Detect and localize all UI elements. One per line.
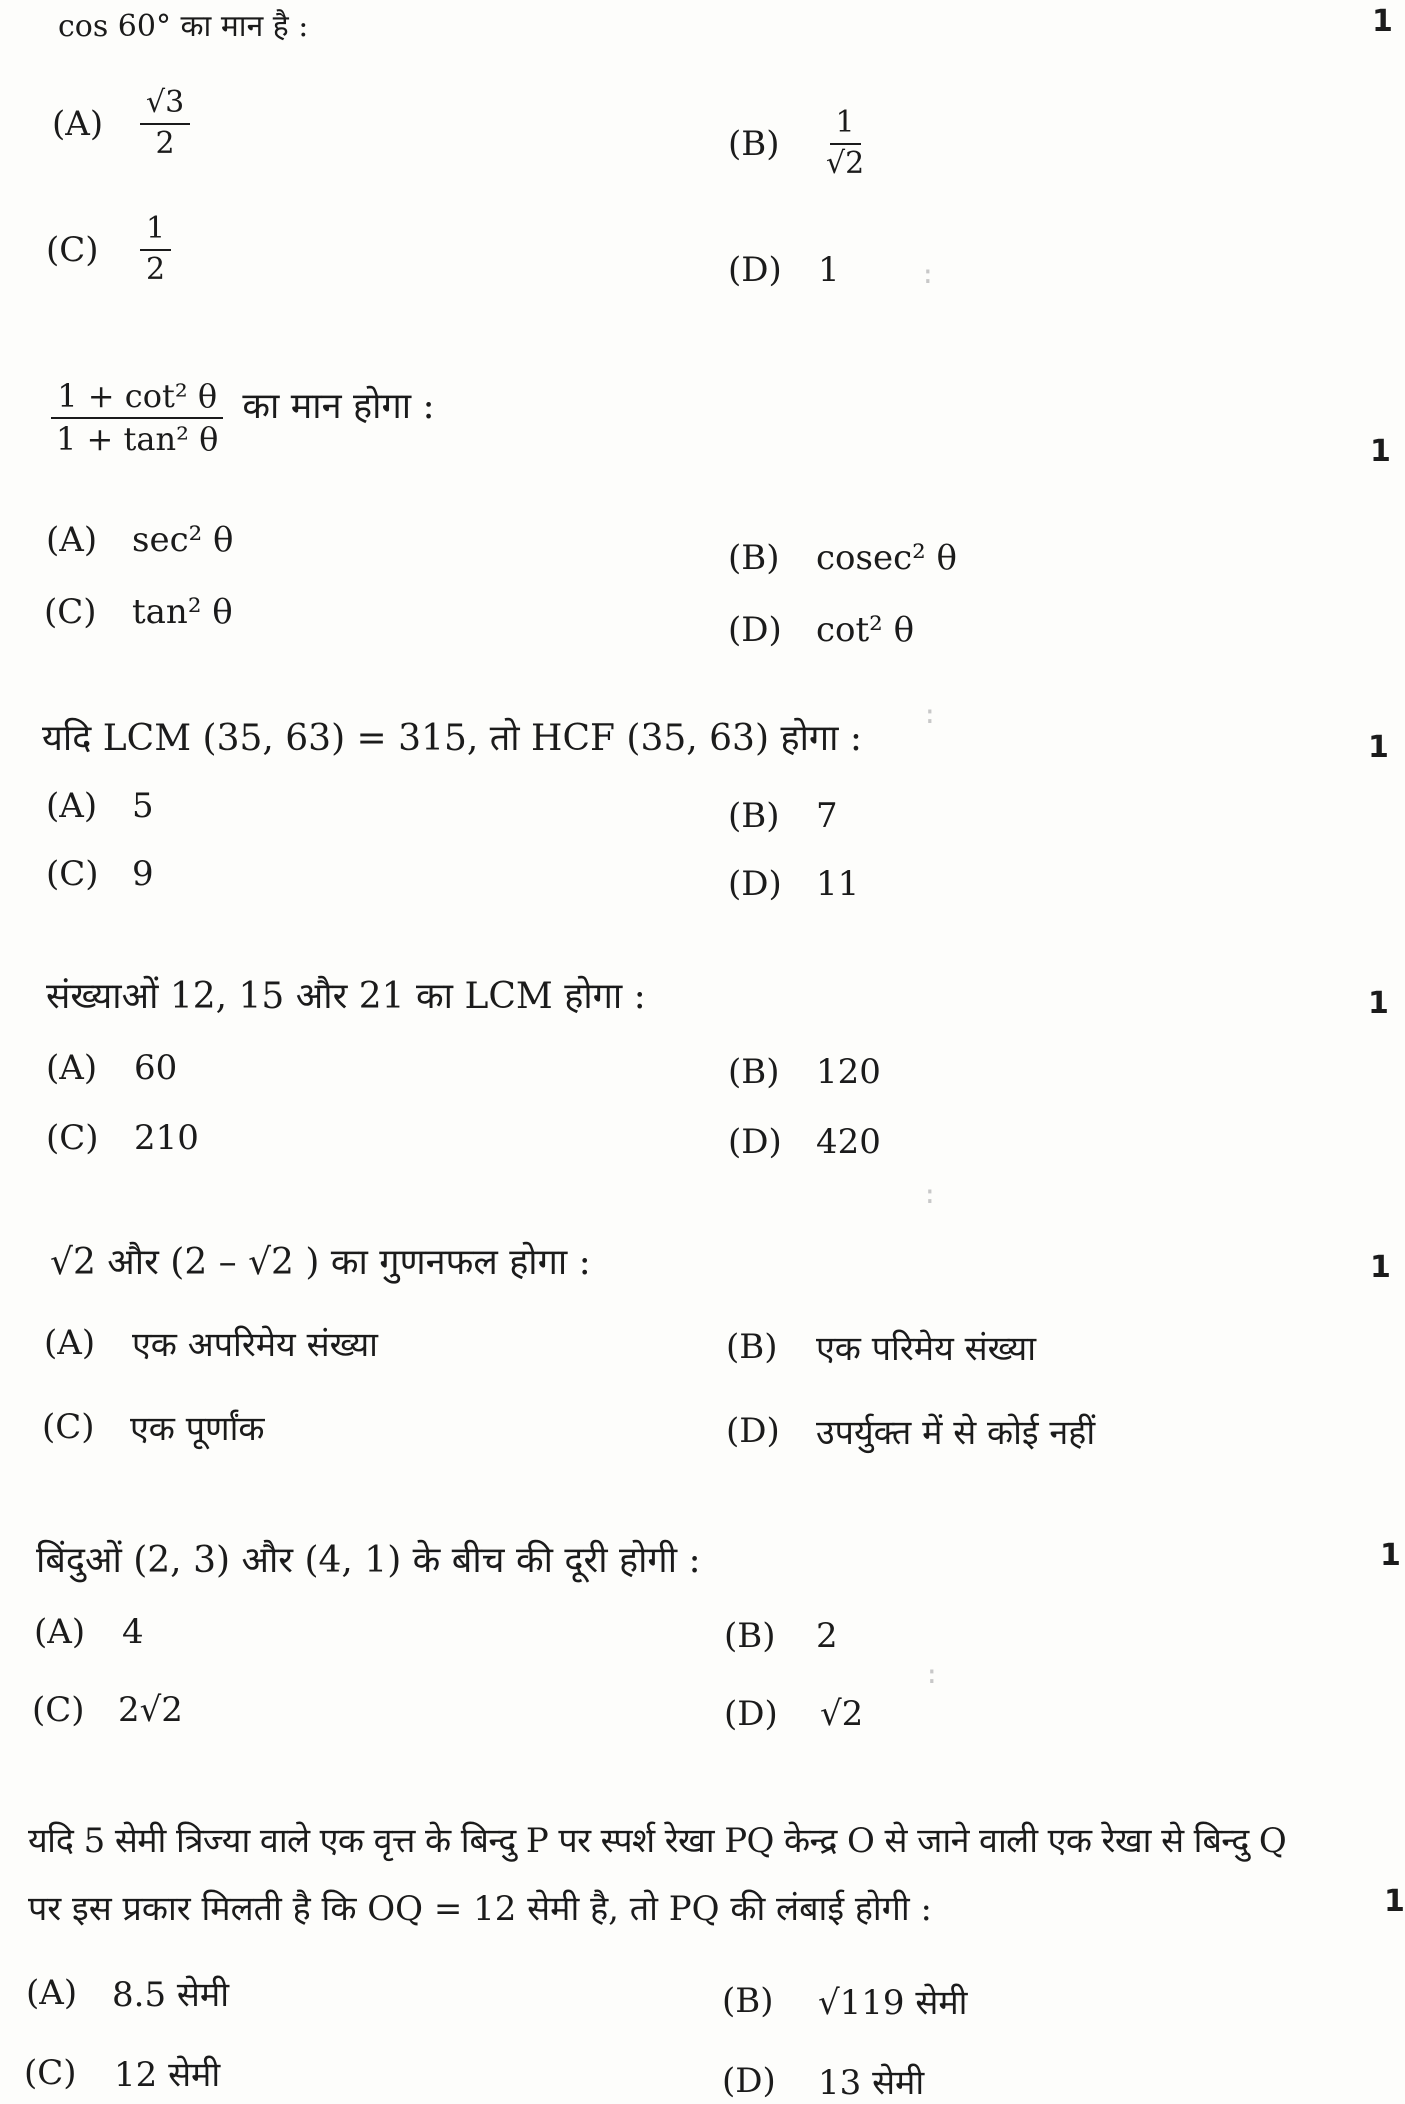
question-1-marks: 1 [1372,4,1393,39]
option-label: (C) [46,1118,99,1158]
option-label: (D) [722,2061,776,2101]
option-label: (D) [728,1122,782,1162]
question-3-option-c[interactable] [46,854,154,894]
option-label: (C) [44,592,97,632]
question-1-option-b[interactable] [728,106,870,181]
option-label: (D) [728,864,782,904]
option-value: 5 [132,786,154,826]
option-value: tan² θ [132,592,233,632]
question-5-option-d[interactable] [726,1408,1095,1454]
question-4-marks: 1 [1368,986,1389,1021]
option-value: 9 [132,854,154,894]
question-6-marks: 1 [1380,1538,1401,1573]
question-3-marks: 1 [1368,730,1389,765]
question-7-option-b[interactable] [722,1978,968,2024]
question-1-option-c[interactable] [46,212,171,287]
option-label: (C) [32,1690,85,1730]
question-2-text: का मान होगा : [242,386,435,428]
option-label: (B) [726,1327,778,1367]
option-label: (B) [728,123,780,164]
option-value: एक परिमेय संख्या [816,1329,1037,1369]
option-value: 4 [122,1612,144,1652]
option-label: (A) [46,520,98,560]
question-6-option-c[interactable] [32,1690,183,1730]
scan-watermark-mark: : [920,260,936,290]
option-value: 12 सेमी [114,2055,221,2095]
option-label: (D) [728,250,782,290]
question-2-marks: 1 [1370,434,1391,469]
fraction-numerator: 1 + cot² θ [51,378,223,419]
fraction-denominator: 2 [155,125,175,161]
fraction-denominator: 2 [146,251,166,287]
question-5-option-b[interactable] [726,1324,1036,1370]
scan-watermark-mark: : [922,700,938,730]
option-value: 210 [134,1118,199,1158]
option-value: 1 [818,250,840,290]
fraction-numerator: 1 [830,106,861,145]
option-value: 11 [816,864,860,904]
scan-watermark-mark: : [922,1180,938,1210]
option-label: (A) [44,1323,96,1363]
option-label: (B) [728,1052,780,1092]
question-2-option-d[interactable] [728,610,914,650]
question-7-option-c[interactable] [24,2050,220,2096]
option-value: 60 [134,1048,178,1088]
option-label: (A) [26,1973,78,2013]
question-4-option-b[interactable] [728,1052,881,1092]
question-2-stem [50,378,435,458]
option-label: (D) [724,1694,778,1734]
question-5-marks: 1 [1370,1250,1391,1285]
option-label: (C) [24,2053,77,2093]
question-3-option-b[interactable] [728,796,838,836]
question-6-option-b[interactable] [724,1616,838,1656]
option-value: उपर्युक्त में से कोई नहीं [816,1413,1096,1453]
option-value: √119 सेमी [818,1983,968,2023]
option-label: (B) [728,796,780,836]
question-1-option-a[interactable] [52,86,190,161]
option-label: (A) [34,1612,86,1652]
option-label: (A) [52,103,104,144]
option-value: cosec² θ [816,538,958,578]
question-5-option-c[interactable] [42,1404,265,1450]
question-4-option-c[interactable] [46,1118,199,1158]
fraction [140,86,190,161]
question-1-option-d[interactable] [728,250,840,290]
option-label: (C) [42,1407,95,1447]
question-6-stem: बिंदुओं (2, 3) और (4, 1) के बीच की दूरी होगी : [36,1540,701,1581]
question-1-text: का मान है : [180,9,309,44]
option-value: 120 [816,1052,881,1092]
option-value: sec² θ [132,520,234,560]
question-7-stem-line-1: यदि 5 सेमी त्रिज्या वाले एक वृत्त के बिन्दु P पर स्पर्श रेखा PQ केन्द्र O से जाने वाली एक रेखा से बिन्दु Q [28,1821,1287,1861]
option-label: (C) [46,229,99,270]
option-value: 2√2 [118,1690,183,1730]
option-value: 7 [816,796,838,836]
option-value: 8.5 सेमी [112,1975,230,2015]
fraction [140,212,171,287]
option-label: (A) [46,1048,98,1088]
question-2-option-c[interactable] [44,592,233,632]
option-value: एक अपरिमेय संख्या [132,1325,378,1365]
question-2-option-b[interactable] [728,538,957,578]
question-3-option-a[interactable] [46,786,154,826]
question-7-option-d[interactable] [722,2058,924,2104]
question-7-option-a[interactable] [26,1970,229,2016]
option-value: 13 सेमी [818,2063,925,2103]
fraction-denominator: 1 + tan² θ [56,419,219,458]
option-label: (D) [726,1411,780,1451]
scan-watermark-mark: : [924,1660,940,1690]
question-7-marks: 1 [1384,1884,1405,1919]
question-7-stem-line-2: पर इस प्रकार मिलती है कि OQ = 12 सेमी है, तो PQ की लंबाई होगी : [28,1889,932,1929]
stem-fraction [50,378,224,458]
fraction-numerator: 1 [140,212,171,251]
option-label: (B) [722,1981,774,2021]
fraction [820,106,870,181]
option-label: (B) [728,538,780,578]
option-label: (A) [46,786,98,826]
question-4-stem: संख्याओं 12, 15 और 21 का LCM होगा : [46,976,646,1017]
fraction-denominator: √2 [826,145,865,181]
option-label: (B) [724,1616,776,1656]
question-1-stem [58,4,308,45]
question-5-stem: √2 और (2 – √2 ) का गुणनफल होगा : [50,1242,591,1283]
question-3-stem: यदि LCM (35, 63) = 315, तो HCF (35, 63) होगा : [42,718,863,759]
question-1-expression: cos 60° [58,9,171,44]
option-label: (C) [46,854,99,894]
question-6-option-d[interactable] [724,1694,863,1734]
question-2-option-a[interactable] [46,520,234,560]
option-label: (D) [728,610,782,650]
option-value: √2 [820,1694,864,1734]
option-value: 420 [816,1122,881,1162]
option-value: एक पूर्णांक [130,1409,265,1449]
option-value: cot² θ [816,610,915,650]
question-3-option-d[interactable] [728,864,859,904]
question-5-option-a[interactable] [44,1320,378,1366]
question-4-option-a[interactable] [46,1048,177,1088]
option-value: 2 [816,1616,838,1656]
fraction-numerator: √3 [140,86,190,125]
question-6-option-a[interactable] [34,1612,144,1652]
question-4-option-d[interactable] [728,1122,881,1162]
